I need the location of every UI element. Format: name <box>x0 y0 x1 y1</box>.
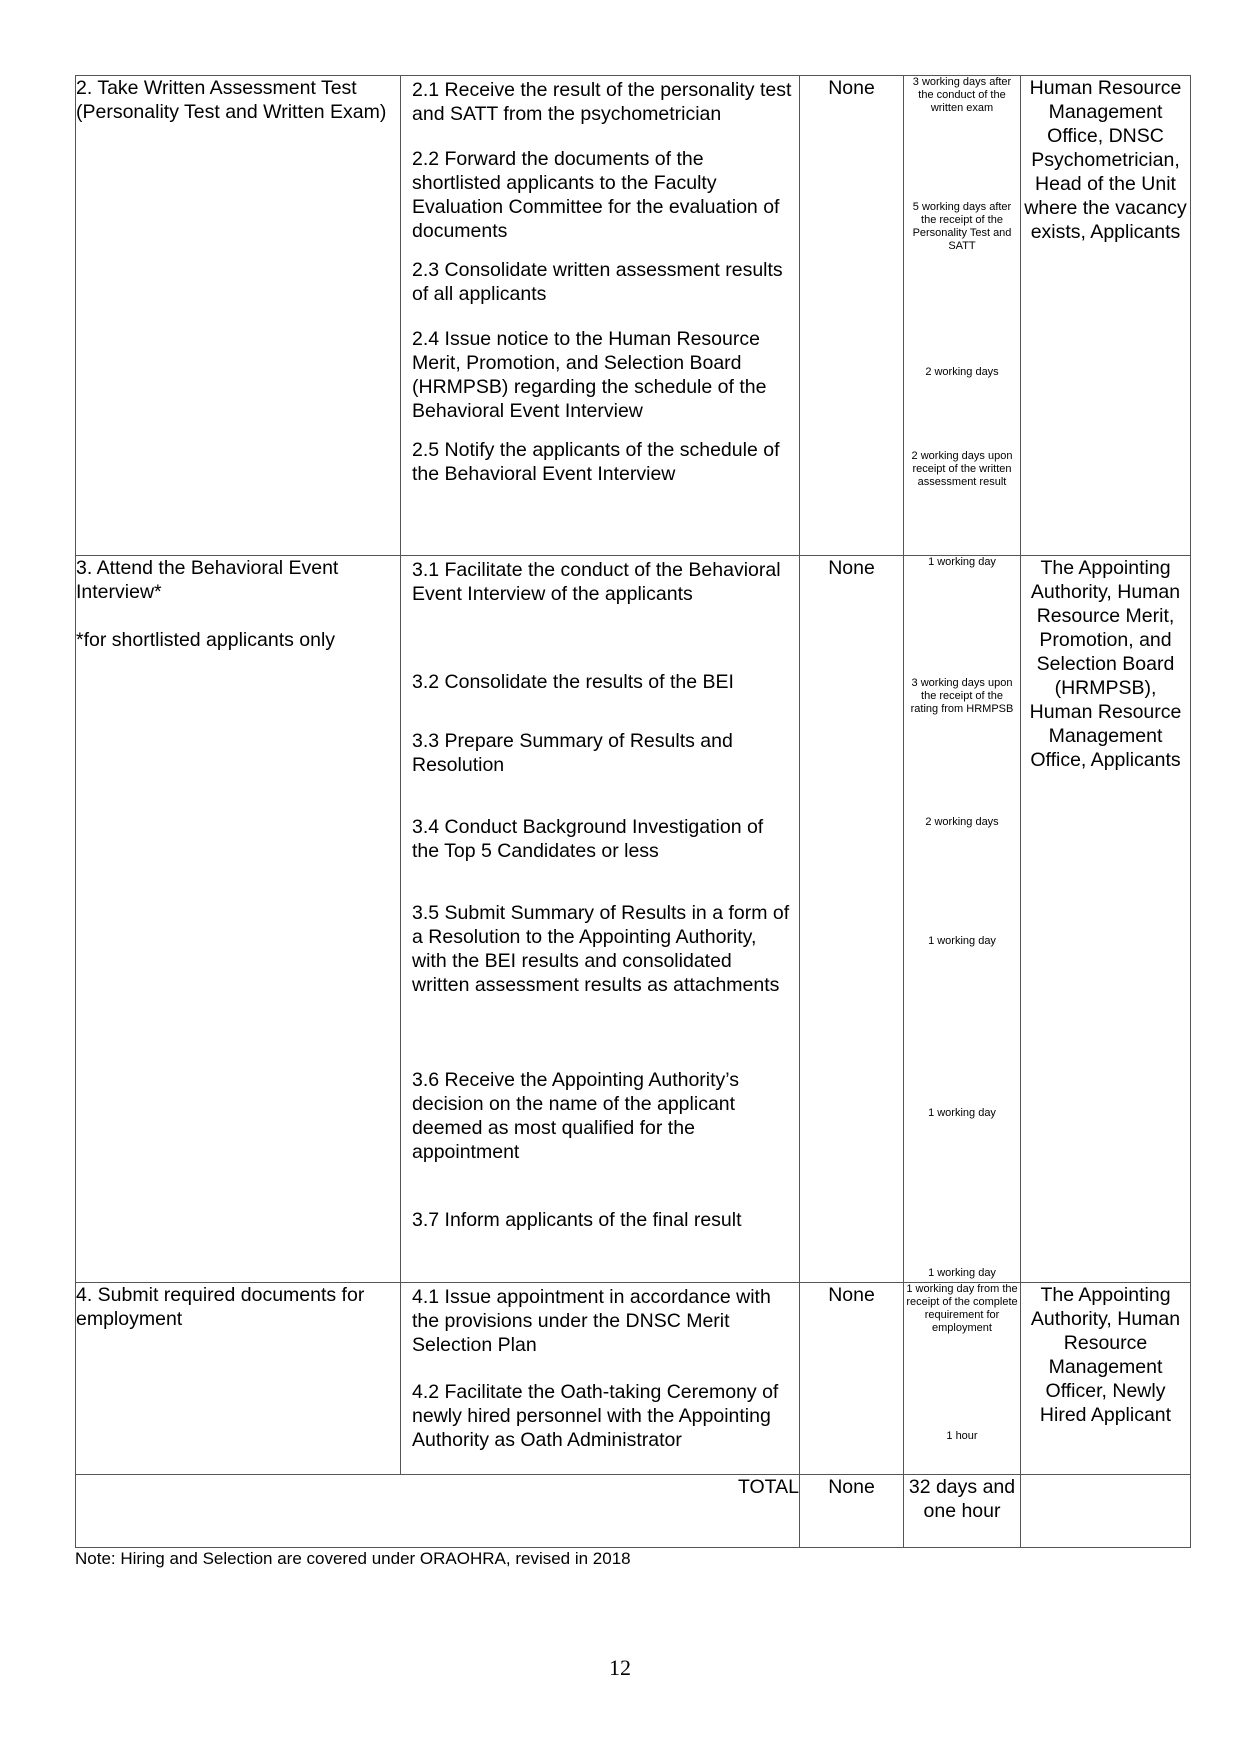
table-row-step-3 <box>76 556 1191 1283</box>
client-step-cell <box>76 1283 401 1475</box>
agency-action-3-5: 3.5 Submit Summary of Results in a form of a Resolution to the Appointing Authority, with the BEI results and consolidated written assessment results as attachments <box>412 902 790 996</box>
processing-time-3-2: 3 working days upon the receipt of the rating from HRMPSB <box>910 677 1014 715</box>
processing-time-3-7: 1 working day <box>928 1267 996 1279</box>
page-number: 12 <box>609 1655 631 1680</box>
agency-action-3-3: 3.3 Prepare Summary of Results and Resolution <box>412 730 733 776</box>
client-step-text: 2. Take Written Assessment Test (Personality Test and Written Exam) <box>76 77 387 123</box>
agency-action-3-1: 3.1 Facilitate the conduct of the Behavioral Event Interview of the applicants <box>412 559 781 605</box>
processing-time-2-1: 3 working days after the conduct of the written exam <box>912 76 1012 114</box>
table-row-step-4 <box>76 1283 1191 1475</box>
total-label: TOTAL <box>76 1475 800 1548</box>
agency-action-3-7: 3.7 Inform applicants of the final result <box>412 1209 742 1231</box>
fees-cell: None <box>800 76 904 556</box>
client-step-cell <box>76 76 401 556</box>
agency-action-2-1: 2.1 Receive the result of the personality test and SATT from the psychometrician <box>412 79 792 125</box>
total-fees: None <box>800 1475 904 1548</box>
processing-time-3-4: 2 working days <box>925 816 999 828</box>
responsible-cell: The Appointing Authority, Human Resource Management Officer, Newly Hired Applicant <box>1021 1283 1191 1475</box>
footnote: Note: Hiring and Selection are covered under ORAOHRA, revised in 2018 <box>75 1549 631 1568</box>
table-row-total <box>76 1475 1191 1548</box>
table-row-step-2 <box>76 76 1191 556</box>
agency-action-4-1: 4.1 Issue appointment in accordance with the provisions under the DNSC Merit Selection Plan <box>412 1286 771 1356</box>
client-step-text: 3. Attend the Behavioral Event Interview* <box>76 557 339 603</box>
agency-action-2-2: 2.2 Forward the documents of the shortlisted applicants to the Faculty Evaluation Committee for the evaluation of documents <box>412 148 780 242</box>
total-time: 32 days and one hour <box>904 1475 1021 1548</box>
agency-action-2-5: 2.5 Notify the applicants of the schedule of the Behavioral Event Interview <box>412 439 780 485</box>
agency-action-2-4: 2.4 Issue notice to the Human Resource Merit, Promotion, and Selection Board (HRMPSB) regarding the schedule of the Behavioral Event Interview <box>412 328 767 422</box>
agency-action-cell <box>401 1283 800 1475</box>
processing-time-4-2: 1 hour <box>946 1430 978 1442</box>
fees-cell: None <box>800 556 904 1283</box>
processing-time-3-6: 1 working day <box>928 1107 996 1119</box>
processing-time-3-5: 1 working day <box>928 935 996 947</box>
fees-cell: None <box>800 1283 904 1475</box>
processing-time-cell <box>904 1283 1021 1475</box>
agency-action-3-6: 3.6 Receive the Appointing Authority’s decision on the name of the applicant deemed as most qualified for the appointment <box>412 1069 740 1163</box>
processing-time-4-1: 1 working day from the receipt of the complete requirement for employment <box>906 1283 1018 1334</box>
total-responsible-empty <box>1021 1475 1191 1548</box>
agency-action-3-2: 3.2 Consolidate the results of the BEI <box>412 671 734 693</box>
client-step-footnote: *for shortlisted applicants only <box>76 629 336 651</box>
processing-time-cell <box>904 556 1021 1283</box>
agency-action-3-4: 3.4 Conduct Background Investigation of the Top 5 Candidates or less <box>412 816 764 862</box>
agency-action-4-2: 4.2 Facilitate the Oath-taking Ceremony of newly hired personnel with the Appointing Authority as Oath Administrator <box>412 1381 779 1451</box>
agency-action-cell <box>401 76 800 556</box>
processing-time-2-2: 5 working days after the receipt of the Personality Test and SATT <box>912 201 1012 252</box>
processing-time-cell <box>904 76 1021 556</box>
client-step-text: 4. Submit required documents for employment <box>76 1284 365 1330</box>
agency-action-cell <box>401 556 800 1283</box>
processing-time-3-1: 1 working day <box>928 556 996 568</box>
responsible-cell: The Appointing Authority, Human Resource Merit, Promotion, and Selection Board (HRMPSB), Human Resource Management Office, Applicants <box>1021 556 1191 1283</box>
agency-action-2-3: 2.3 Consolidate written assessment results of all applicants <box>412 259 783 305</box>
processing-time-2-4: 2 working days <box>925 366 999 378</box>
citizens-charter-table <box>75 75 1191 1548</box>
client-step-cell <box>76 556 401 1283</box>
responsible-cell: Human Resource Management Office, DNSC Psychometrician, Head of the Unit where the vacancy exists, Applicants <box>1021 76 1191 556</box>
processing-time-2-5: 2 working days upon receipt of the written assessment result <box>911 450 1013 488</box>
